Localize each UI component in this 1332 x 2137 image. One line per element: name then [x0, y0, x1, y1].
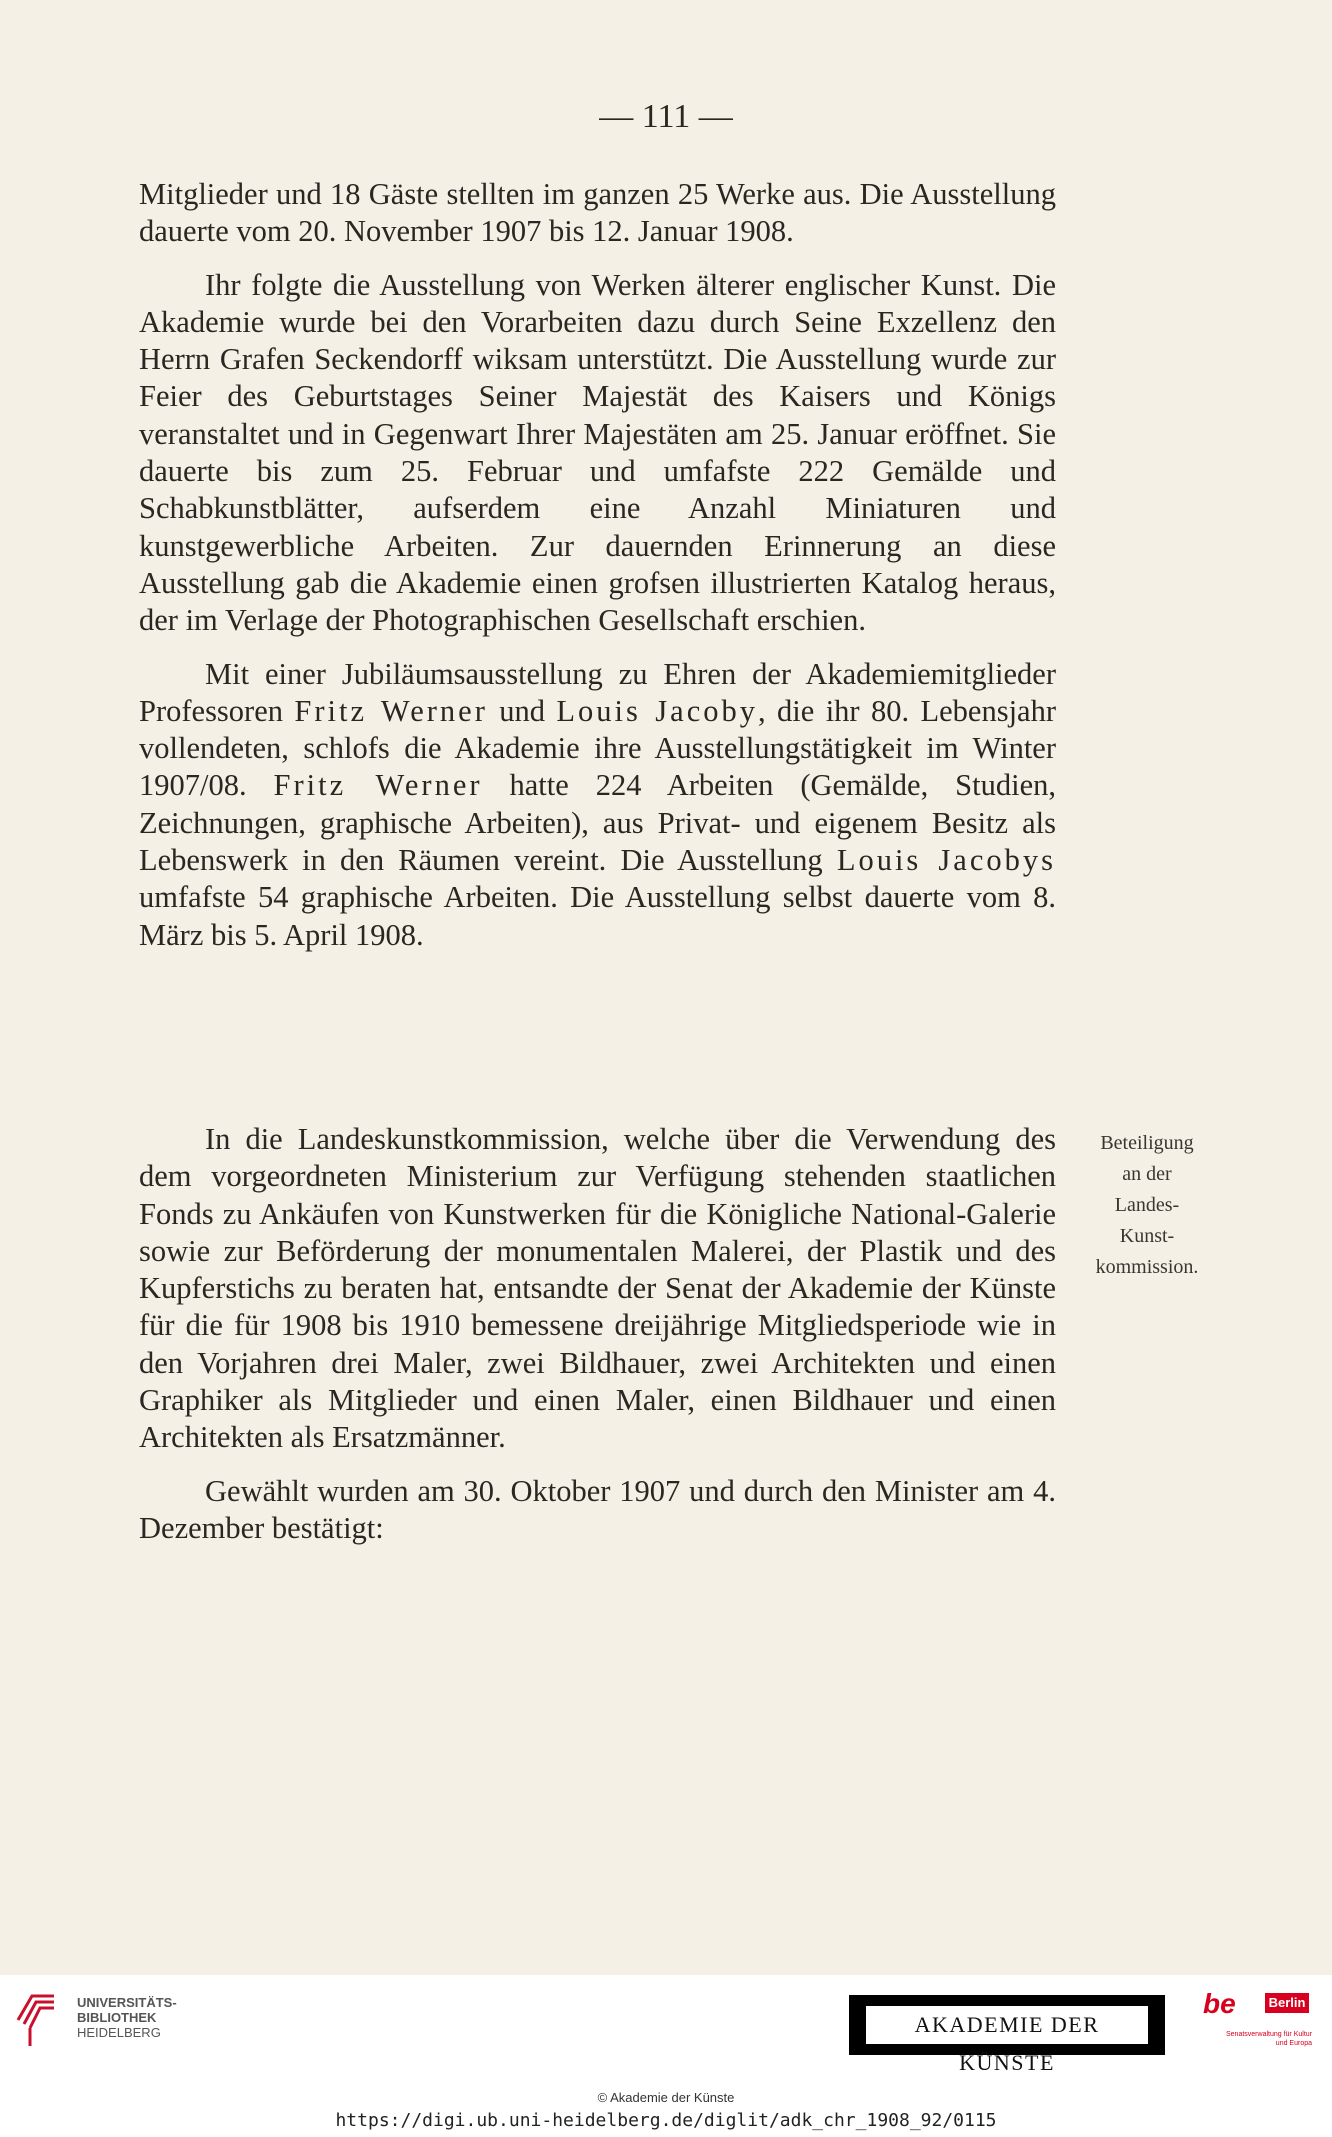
university-library-logo-icon: [14, 1990, 60, 2050]
margin-note-line: Landes-: [1114, 1194, 1180, 1216]
person-name: Fritz Werner: [273, 768, 483, 803]
margin-note-line: Beteiligung: [1100, 1132, 1194, 1154]
text-run: Mit einer Jubiläumsausstellung zu Ehren der Akademiemitglieder Professoren: [139, 656, 1056, 728]
section-exhibitions: [139, 176, 1056, 954]
person-name: Fritz Werner: [294, 693, 488, 728]
library-name-line: UNIVERSITÄTS-: [77, 1995, 177, 2010]
library-name-line: HEIDELBERG: [77, 2025, 161, 2040]
paragraph: In die Landeskunstkommission, welche über die Verwendung des dem vorgeordneten Ministerium zur Verfügung stehenden staatlichen Fonds zu Ankäufen von Kunstwerken für die Königliche National-Galerie sowie zur Beförderung der monumentalen Malerei, der Plastik und des Kupferstichs zu beraten hat, entsandte der Senat der Akademie der Künste für die für 1908 bis 1910 bemessene dreijährige Mitgliedsperiode wie in den Vorjahren drei Maler, zwei Bildhauer, zwei Architekten und einen Graphiker als Mitglieder und einen Maler, einen Bildhauer und einen Architekten als Ersatzmänner.: [139, 1122, 1056, 1455]
copyright-notice: © Akademie der Künste: [597, 2090, 735, 2105]
person-name: Louis Jacobys: [836, 843, 1056, 878]
paragraph: Gewählt wurden am 30. Oktober 1907 und durch den Minister am 4. Dezember bestätigt:: [139, 1473, 1056, 1545]
page-number: — 111 —: [599, 98, 733, 135]
paragraph: Ihr folgte die Ausstellung von Werken älterer englischer Kunst. Die Akademie wurde bei den Vorarbeiten dazu durch Seine Exzellenz den Herrn Grafen Seckendorff wiksam unterstützt. Die Ausstellung wurde zur Feier des Geburtstages Seiner Majestät des Kaisers und Königs veranstaltet und in Gegenwart Ihrer Majestäten am 25. Januar eröffnet. Sie dauerte bis zum 25. Februar und umfafste 222 Gemälde und Schabkunstblätter, aufserdem eine Anzahl Miniaturen und kunstgewerbliche Arbeiten. Zur dauernden Erinnerung an diese Ausstellung gab die Akademie einen grofsen illustrierten Katalog heraus, der im Verlage der Photographischen Gesellschaft erschien.: [139, 267, 1056, 638]
margin-note-line: an der: [1122, 1163, 1172, 1185]
margin-note-line: Kunst-: [1119, 1225, 1175, 1247]
adk-logo-text: AKADEMIE DER KÜNSTE: [866, 2006, 1148, 2044]
text-run: und: [487, 693, 557, 728]
library-name-line: BIBLIOTHEK: [77, 2010, 157, 2025]
text-run: umfafste 54 graphische Arbeiten. Die Ausstellung selbst dauerte vom 8. März bis 5. April 1908.: [139, 880, 1056, 952]
university-library-name: [77, 1995, 177, 2040]
permalink-url[interactable]: https://digi.ub.uni-heidelberg.de/diglit/adk_chr_1908_92/0115: [335, 2110, 997, 2131]
berlin-logo-subtitle: Senatsverwaltung für Kultur und Europa: [1226, 2031, 1312, 2047]
paragraph-jubilee: [139, 656, 1056, 954]
text-run: hatte 224 Arbeiten (Gemälde, Studien, Zeichnungen, graphische Arbeiten), aus Privat- und eigenem Besitz als Lebenswerk in den Räumen vereint. Die Ausstellung: [139, 768, 1056, 878]
margin-note-line: kommission.: [1095, 1256, 1199, 1278]
section-commission: [139, 1121, 1056, 1547]
paragraph: Mitglieder und 18 Gäste stellten im ganzen 25 Werke aus. Die Ausstellung dauerte vom 20. November 1907 bis 12. Januar 1908.: [139, 177, 1056, 249]
text-run: , die ihr 80. Lebensjahr vollendeten, schlofs die Akademie ihre Ausstellungstätigkeit im Winter 1907/08.: [139, 693, 1057, 803]
person-name: Louis Jacoby: [556, 693, 758, 728]
margin-note: [1072, 1128, 1222, 1283]
berlin-logo-be: be: [1203, 1988, 1236, 2019]
berlin-logo-label: Berlin: [1265, 1993, 1309, 2013]
